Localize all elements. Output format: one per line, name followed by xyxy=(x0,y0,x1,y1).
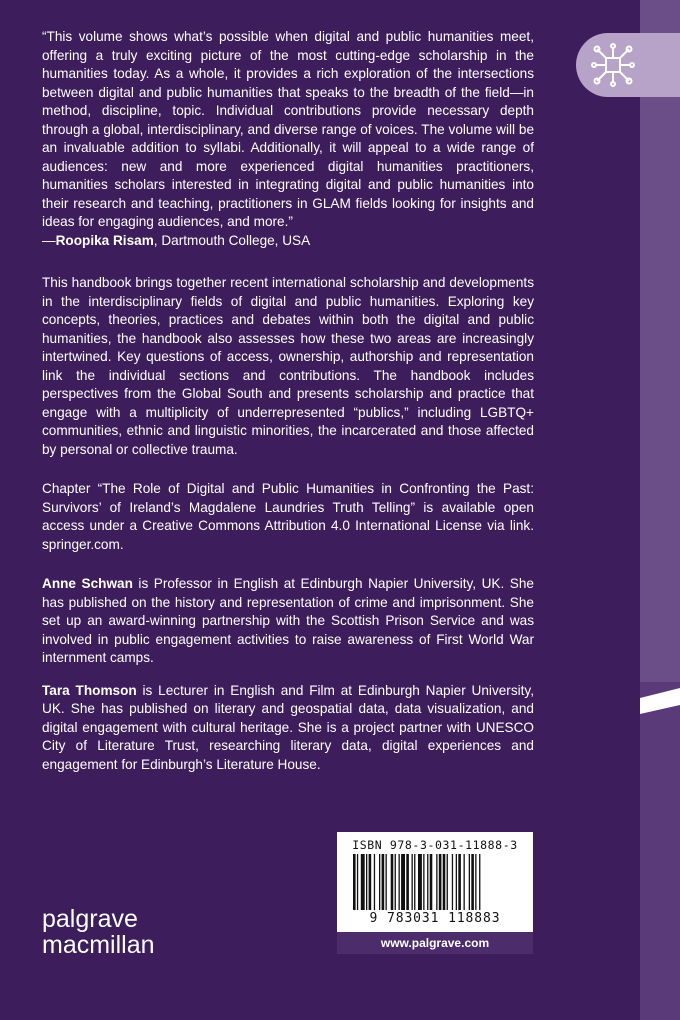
barcode-bar xyxy=(395,854,396,910)
book-description: This handbook brings together recent international scholarship and developments in the interdisciplinary fields of digital and public humanities. Exploring key concepts, theories, practices and debates within both the digital and public humanities, the handbook also assesses how these two areas are increasingly intertwined. Key questions of access, ownership, authorship and representation link the individual sections and contributions. The handbook includes perspectives from the Global South and presents scholarship and practice that engage with a multiplicity of underrepresented “publics,” including LGBTQ+ communities, ethnic and linguistic minorities, the incarcerated and those affected by personal or collective trauma. xyxy=(42,275,534,457)
barcode-bar xyxy=(414,854,415,910)
open-access-note: Chapter “The Role of Digital and Public Humanities in Confronting the Past: Survivors’ of Ireland’s Magdalene Laundries Truth Telling” is available open access under a Creative Commons Attribution 4.0 International License via link. springer.com. xyxy=(42,481,534,552)
barcode-bar xyxy=(469,854,470,910)
isbn-barcode xyxy=(337,832,533,954)
publisher-line-2: macmillan xyxy=(42,931,155,959)
endorser-name: Roopika Risam xyxy=(55,232,154,248)
barcode-bar xyxy=(452,854,453,910)
endorsement-quote: “This volume shows what’s possible when digital and public humanities meet, offering a truly exciting picture of the most cutting-edge scholarship in the humanities today. As a whole, it provides a rich exploration of the intersections between digital and public humanities that speaks to the breadth of the field—in method, discipline, topic. Individual contributions provide necessary depth through a global, interdisciplinary, and diverse range of voices. The volume will be an invaluable addition to syllabi. Additionally, it will appeal to a wide range of audiences: new and more experienced digital humanities practitioners, humanities scholars interested in integrating digital and public humanities into their research and teaching, practitioners in GLAM fields looking for insights and ideas for engaging audiences, and more.” xyxy=(42,29,534,229)
barcode-bar xyxy=(391,854,394,910)
publisher-logo xyxy=(42,906,155,958)
barcode-bar xyxy=(427,854,428,910)
series-logo-badge xyxy=(576,33,680,97)
barcode-digits: 9 783031 118883 xyxy=(369,911,501,926)
barcode-bar xyxy=(456,854,457,910)
barcode-bar xyxy=(436,854,437,910)
barcode-bar xyxy=(430,854,433,910)
barcode-bar xyxy=(458,854,461,910)
editor-bio xyxy=(42,682,534,775)
barcode-bar xyxy=(374,854,375,910)
barcode-bar xyxy=(366,854,367,910)
barcode-bar xyxy=(443,854,446,910)
barcode-bar xyxy=(447,854,448,910)
barcode-bar xyxy=(399,854,400,910)
barcode-bar xyxy=(386,854,387,910)
barcode-bar xyxy=(369,854,372,910)
editor-bio-text: is Lecturer in English and Film at Edinburgh Napier University, UK. She has published on literary and geospatial data, data visualization, and digital engagement with cultural heritage. She is a project partner with UNESCO City of Literature Trust, researching literary data, digital experiences and engagement for Edinburgh’s Literature House. xyxy=(42,682,534,772)
white-stripe xyxy=(640,0,680,720)
barcode-bar xyxy=(406,854,409,910)
barcode-bar xyxy=(464,854,465,910)
barcode-bar xyxy=(475,854,476,910)
back-cover-text xyxy=(42,28,534,774)
attribution-dash: — xyxy=(42,232,56,248)
barcode-bar xyxy=(471,854,474,910)
publisher-line-1: palgrave xyxy=(42,905,138,933)
isbn-label: ISBN 978-3-031-11888-3 xyxy=(352,838,518,852)
barcode-bar xyxy=(401,854,405,910)
barcode-bars xyxy=(351,854,519,910)
editor-name: Tara Thomson xyxy=(42,682,137,698)
barcode-bar xyxy=(423,854,424,910)
editor-name: Anne Schwan xyxy=(42,576,133,591)
barcode-bar xyxy=(361,854,365,910)
barcode-bar xyxy=(439,854,442,910)
network-node-icon xyxy=(589,41,637,89)
barcode-bar xyxy=(418,854,422,910)
barcode-bar xyxy=(353,854,356,910)
barcode-bar xyxy=(357,854,358,910)
barcode-bar xyxy=(379,854,380,910)
barcode-bar xyxy=(412,854,413,910)
barcode-bar xyxy=(382,854,385,910)
endorsement-attribution xyxy=(42,232,534,251)
editor-bio-text: is Professor in English at Edinburgh Napier University, UK. She has published on the history and representation of crime and imprisonment. She set up an award-winning partnership with the Scottish Prison Service and was involved in public engagement activities to raise awareness of First World War internment camps. xyxy=(42,576,534,665)
barcode-bar xyxy=(479,854,480,910)
editor-bio xyxy=(42,575,534,668)
endorser-affiliation: , Dartmouth College, USA xyxy=(153,232,311,248)
publisher-website[interactable]: www.palgrave.com xyxy=(337,932,533,954)
